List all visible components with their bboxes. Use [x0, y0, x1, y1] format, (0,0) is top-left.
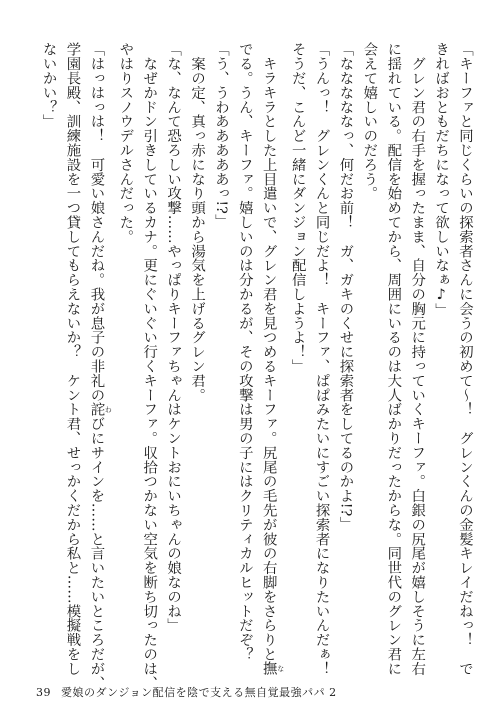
text-line: やはりスノウデルさんだった。 [117, 42, 134, 244]
text-line: 「うんっ！ グレンくんと同じだよ！ キーファ、ぱぱみたいにすごい探索者になりたいんだぁ！ [313, 42, 330, 676]
text-line: ないかい？」 [40, 42, 57, 129]
text-line: 案の定、真っ赤になり頭から湯気を上げるグレン君。 [189, 42, 206, 402]
text-line: きればおともだちになって欲しいなぁ♪」 [433, 42, 450, 318]
text-line: 「はっはっは！ 可愛い娘さんだね。我が息子の非礼の詫 わびにサインを……と言いたいところだが、 [88, 42, 113, 690]
text-line: 「なななななっ、何だお前！ ガ、ガキのくせに探索者をしてるのかよ!?」 [337, 42, 354, 531]
vertical-body-text [24, 42, 476, 690]
ruby-reading: な [276, 661, 285, 676]
text-line: 「な、なんて恐ろしい攻撃……やっぱりキーファちゃんはケントおにいちゃんの娘なのね」 [165, 42, 182, 633]
text-line: 会えて嬉しいのだろう。 [361, 42, 378, 201]
text-line: キラキラとした上目遣いで、グレン君を見つめるキーファ。尻尾の毛先が彼の右脚をさらりと撫 な [260, 42, 285, 676]
book-title: 愛娘のダンジョン配信を陰で支える無自覚最強パパ 2 [61, 686, 337, 699]
text-line: なぜかドン引きしているカナ。更にぐいぐい行くキーファ。収拾つかない空気を断ち切ったのは、 [141, 42, 158, 690]
text-line: そうだ、こんど一緒にダンジョン配信しようよ！」 [289, 42, 306, 374]
text-line: 学園長殿、訓練施設を一つ貸してもらえないか？ ケント君、せっかくだから私と……模擬戦をし [64, 42, 81, 676]
text-line: 「キーファと同じくらいの探索者さんに会うの初めて〜！ グレンくんの金髪キレイだねっ！ で [457, 42, 473, 676]
page-footer [36, 684, 337, 700]
ruby-annotation: 撫 な [260, 661, 285, 676]
page-number: 39 [36, 686, 51, 699]
text-line: グレン君の右手を握ったまま、自分の胸元に持っていくキーファ。白銀の尻尾が嬉しそうに左右 [409, 42, 426, 676]
text-line: に揺れている。配信を始めてから、周囲にいるのは大人ばかりだったからな。同世代のグレン君に [385, 42, 402, 676]
text-line: でる。うん、キーファ。嬉しいのは分かるが、その攻撃は男の子にはクリティカルヒットだぞ？ [236, 42, 253, 662]
ruby-annotation: 詫 わ [88, 402, 113, 417]
text-line: 「う、うわあああああっ!?」 [212, 42, 229, 229]
ruby-reading: わ [104, 402, 113, 417]
